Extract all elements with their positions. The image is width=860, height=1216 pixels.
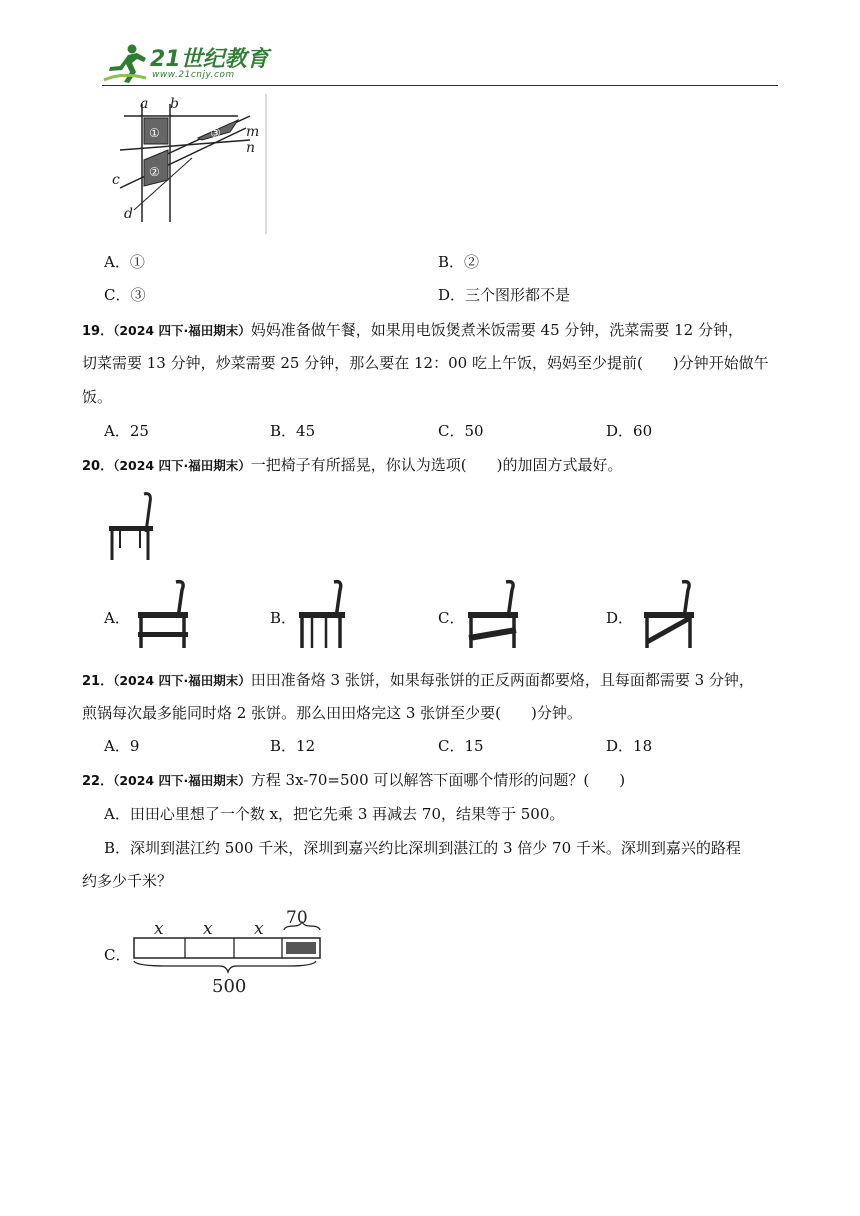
- q22-source: （2024 四下·福田期末）: [113, 773, 251, 788]
- q19-text-2: 切菜需要 13 分钟，炒菜需要 25 分钟，那么要在 12：00 吃上午饭，妈妈至少提前( )分钟开始做午: [82, 354, 769, 372]
- q18-option-a[interactable]: A．①: [104, 253, 145, 271]
- chair-option-d-icon: [640, 578, 698, 650]
- q22-option-b-line1[interactable]: B．深圳到湛江约 500 千米，深圳到嘉兴约比深圳到湛江的 3 倍少 70 千米。深圳到嘉兴的路程: [104, 839, 741, 857]
- chair-option-a-icon: [134, 578, 192, 650]
- q21-option-a[interactable]: A．9: [104, 737, 140, 755]
- q20-text: 一把椅子有所摇晃，你认为选项( )的加固方式最好。: [250, 456, 623, 474]
- q20-number: 20．: [82, 459, 114, 474]
- q19-number: 19．: [82, 324, 114, 339]
- fig-label-3: ③: [210, 126, 221, 140]
- q22-line: [82, 770, 625, 792]
- fig-label-b: b: [170, 96, 179, 112]
- diagram-label-x3: x: [254, 919, 264, 939]
- q22-option-b-line2: 约多少千米？: [82, 872, 173, 890]
- q19-line1: [82, 320, 743, 342]
- q19-option-d[interactable]: D．60: [606, 422, 653, 440]
- diagram-label-x2: x: [203, 919, 213, 939]
- q20-option-b[interactable]: B．: [270, 609, 297, 627]
- fig-label-c: c: [112, 172, 120, 188]
- q22-number: 22．: [82, 774, 114, 789]
- fig-label-n: n: [246, 140, 256, 156]
- fig-label-m: m: [246, 124, 260, 140]
- logo-text: 21世纪教育: [150, 47, 269, 72]
- q19-text-3: 饭。: [82, 388, 113, 406]
- diagram-label-70: 70: [286, 908, 308, 928]
- runner-icon: [102, 42, 150, 86]
- q21-option-c[interactable]: C．15: [438, 737, 484, 755]
- q20-option-c[interactable]: C．: [438, 609, 465, 627]
- q22-text: 方程 3x-70=500 可以解答下面哪个情形的问题？( ): [250, 771, 626, 789]
- chair-option-b-icon: [296, 578, 348, 650]
- logo-url: www.21cnjy.com: [152, 70, 235, 80]
- header-logo: [102, 42, 272, 86]
- diagram-label-500: 500: [212, 976, 247, 997]
- q18-figure: [110, 94, 270, 234]
- q19-option-b[interactable]: B．45: [270, 422, 316, 440]
- fig-label-1: ①: [149, 126, 160, 140]
- q20-option-a[interactable]: A．: [104, 609, 130, 627]
- q19-text-1: 妈妈准备做午餐，如果用电饭煲煮米饭需要 45 分钟，洗菜需要 12 分钟，: [250, 321, 743, 339]
- fig-label-2: ②: [149, 165, 160, 179]
- q19-option-a[interactable]: A．25: [104, 422, 149, 440]
- q21-source: （2024 四下·福田期末）: [113, 673, 251, 688]
- chair-option-c-icon: [464, 578, 522, 650]
- fig-label-a: a: [140, 96, 149, 112]
- q18-option-c[interactable]: C．③: [104, 286, 146, 304]
- q18-option-b[interactable]: B．②: [438, 253, 480, 271]
- q20-line: [82, 455, 622, 477]
- q20-source: （2024 四下·福田期末）: [113, 458, 251, 473]
- q21-option-b[interactable]: B．12: [270, 737, 316, 755]
- header-divider: [102, 85, 778, 86]
- diagram-label-x1: x: [154, 919, 164, 939]
- fig-label-d: d: [124, 206, 133, 222]
- q21-text-2: 煎锅每次最多能同时烙 2 张饼。那么田田烙完这 3 张饼至少要( )分钟。: [82, 704, 582, 722]
- chair-original-icon: [106, 490, 158, 562]
- q21-option-d[interactable]: D．18: [606, 737, 653, 755]
- q20-option-d[interactable]: D．: [606, 609, 634, 627]
- q18-option-d[interactable]: D．三个图形都不是: [438, 286, 571, 304]
- q21-number: 21．: [82, 674, 114, 689]
- q22-option-a[interactable]: A．田田心里想了一个数 x，把它先乘 3 再减去 70，结果等于 500。: [104, 805, 565, 823]
- q22-segment-diagram: [128, 906, 328, 998]
- q22-option-c[interactable]: C．: [104, 946, 131, 964]
- q19-source: （2024 四下·福田期末）: [113, 323, 251, 338]
- q21-line1: [82, 670, 754, 692]
- q21-text-1: 田田准备烙 3 张饼，如果每张饼的正反两面都要烙，且每面都需要 3 分钟，: [250, 671, 754, 689]
- q19-option-c[interactable]: C．50: [438, 422, 484, 440]
